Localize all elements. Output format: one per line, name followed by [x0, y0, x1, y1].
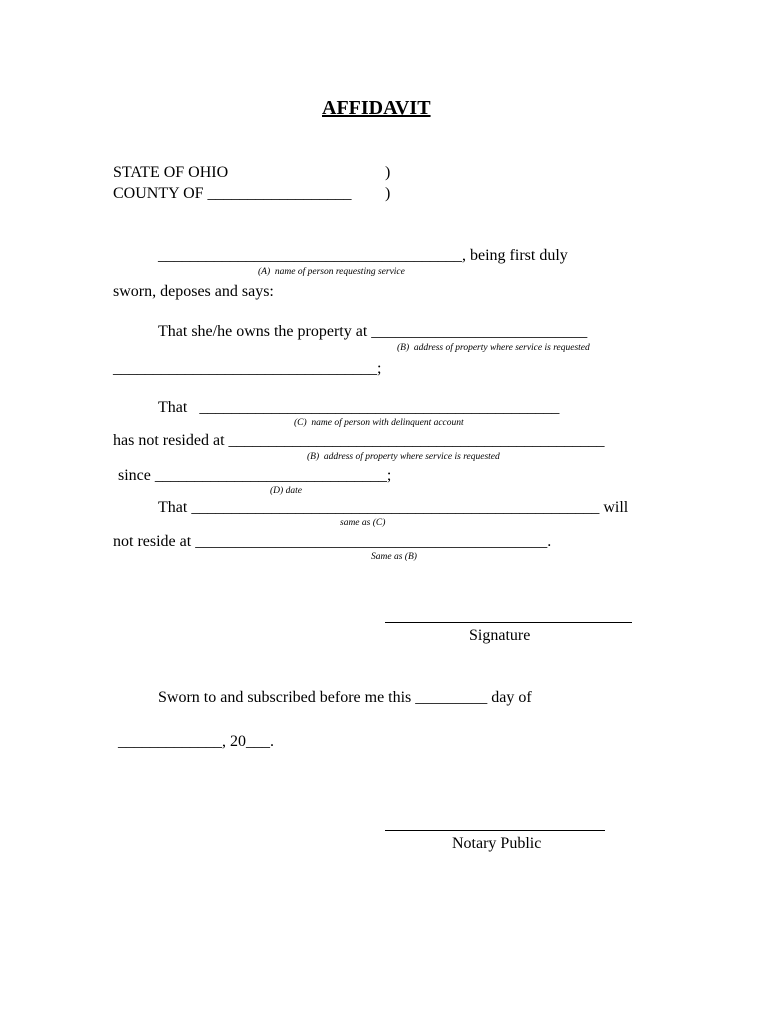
paragraph-property-cont: _________________________________; [113, 360, 382, 377]
notary-line [385, 830, 605, 831]
caption-same-c: same as (C) [340, 518, 386, 528]
caption-b1: (B) address of property where service is requested [397, 343, 590, 353]
caption-b2: (B) address of property where service is requested [307, 452, 500, 462]
paragraph-not-reside: not reside at ____________________________________________. [113, 533, 552, 550]
caption-same-b: Same as (B) [371, 552, 417, 562]
paragraph-not-resided: has not resided at _______________________________________________ [113, 432, 605, 449]
paragraph-since: since _____________________________; [118, 467, 392, 484]
document-title: AFFIDAVIT [322, 97, 431, 119]
caption-d: (D) date [270, 486, 302, 496]
signature-label: Signature [469, 627, 531, 644]
paragraph-affiant: ______________________________________, being first duly [158, 247, 568, 264]
notary-label: Notary Public [452, 835, 542, 852]
caption-c: (C) name of person with delinquent account [294, 418, 464, 428]
sworn-line: Sworn to and subscribed before me this _________ day of [158, 689, 532, 706]
paragraph-property: That she/he owns the property at ___________________________ [158, 323, 588, 340]
caption-a: (A) name of person requesting service [258, 267, 405, 277]
state-line: STATE OF OHIO [113, 164, 229, 181]
signature-line [385, 622, 632, 623]
paragraph-affiant-cont: sworn, deposes and says: [113, 283, 274, 300]
year-line: _____________, 20___. [118, 733, 274, 750]
bracket-2: ) [385, 185, 391, 202]
paragraph-will: That ___________________________________________________ will [158, 499, 629, 516]
county-line: COUNTY OF __________________ [113, 185, 352, 202]
bracket-1: ) [385, 164, 391, 181]
paragraph-delinquent: That _____________________________________________ [158, 399, 560, 416]
